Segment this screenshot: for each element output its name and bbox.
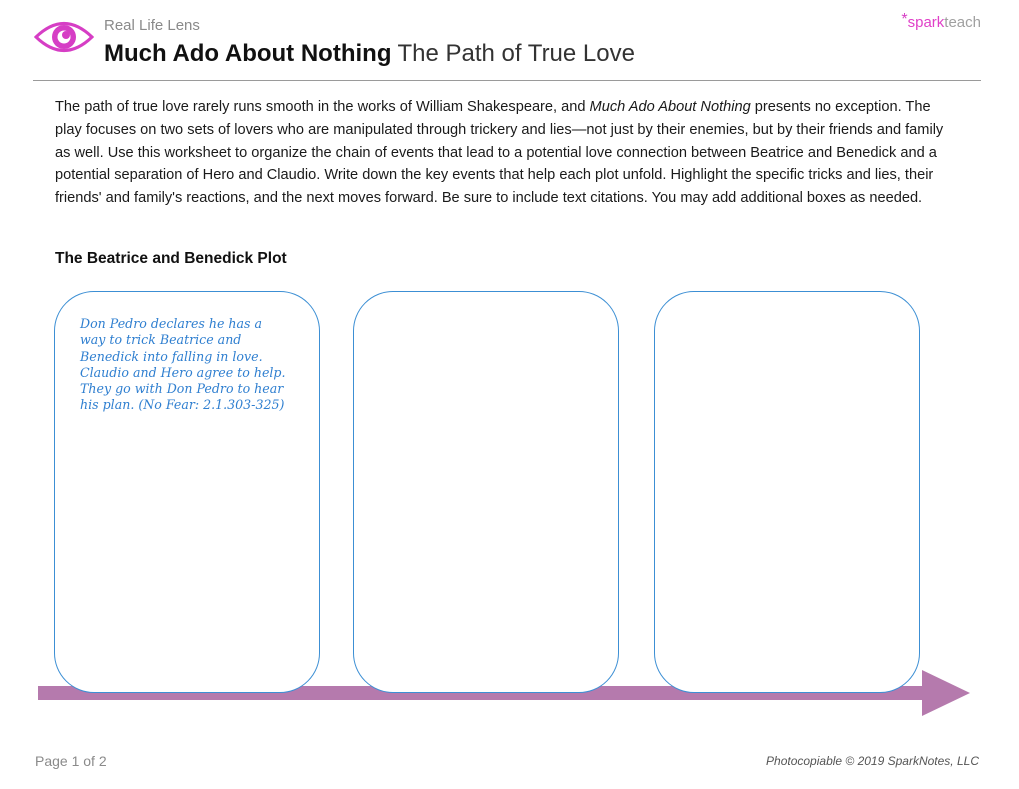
- intro-paragraph: [55, 96, 945, 210]
- copyright-notice: Photocopiable © 2019 SparkNotes, LLC: [766, 754, 979, 768]
- section-heading: The Beatrice and Benedick Plot: [55, 250, 287, 267]
- brand-star: *: [901, 11, 908, 28]
- event-box[interactable]: [654, 291, 920, 693]
- eye-icon: [34, 16, 94, 58]
- intro-part2: presents no exception. The play focuses on two sets of lovers who are manipulated through trickery and lies—not just by their enemies, but by their friends and family as well. Use this worksheet to organize the chain of events that lead to a potential love connection between Beatrice and Benedick and a potential separation of Hero and Claudio. Write down the key events that help each plot unfold. Highlight the specific tricks and lies, their friends' and family's reactions, and the next moves forward. Be sure to include text citations. You may add additional boxes as needed.: [55, 99, 944, 207]
- header-divider: [33, 80, 981, 81]
- title-sub: The Path of True Love: [397, 40, 635, 67]
- intro-part1: The path of true love rarely runs smooth in the works of William Shakespeare, and: [55, 99, 590, 115]
- brand-teach: teach: [944, 14, 981, 31]
- event-box[interactable]: [353, 291, 619, 693]
- page-title: [104, 39, 635, 69]
- event-text: Don Pedro declares he has a way to trick Beatrice and Benedick into falling in love. Claudio and Hero agree to help. They go with Don Pedro to hear his plan. (No Fear: 2.1.303-325): [80, 316, 286, 413]
- title-main: Much Ado About Nothing: [104, 40, 392, 67]
- event-box[interactable]: [54, 291, 320, 693]
- page-number: Page 1 of 2: [35, 753, 107, 769]
- series-label: Real Life Lens: [104, 17, 200, 34]
- brand-logo: [901, 11, 981, 31]
- intro-play-title: Much Ado About Nothing: [589, 99, 751, 115]
- brand-spark: spark: [907, 14, 945, 31]
